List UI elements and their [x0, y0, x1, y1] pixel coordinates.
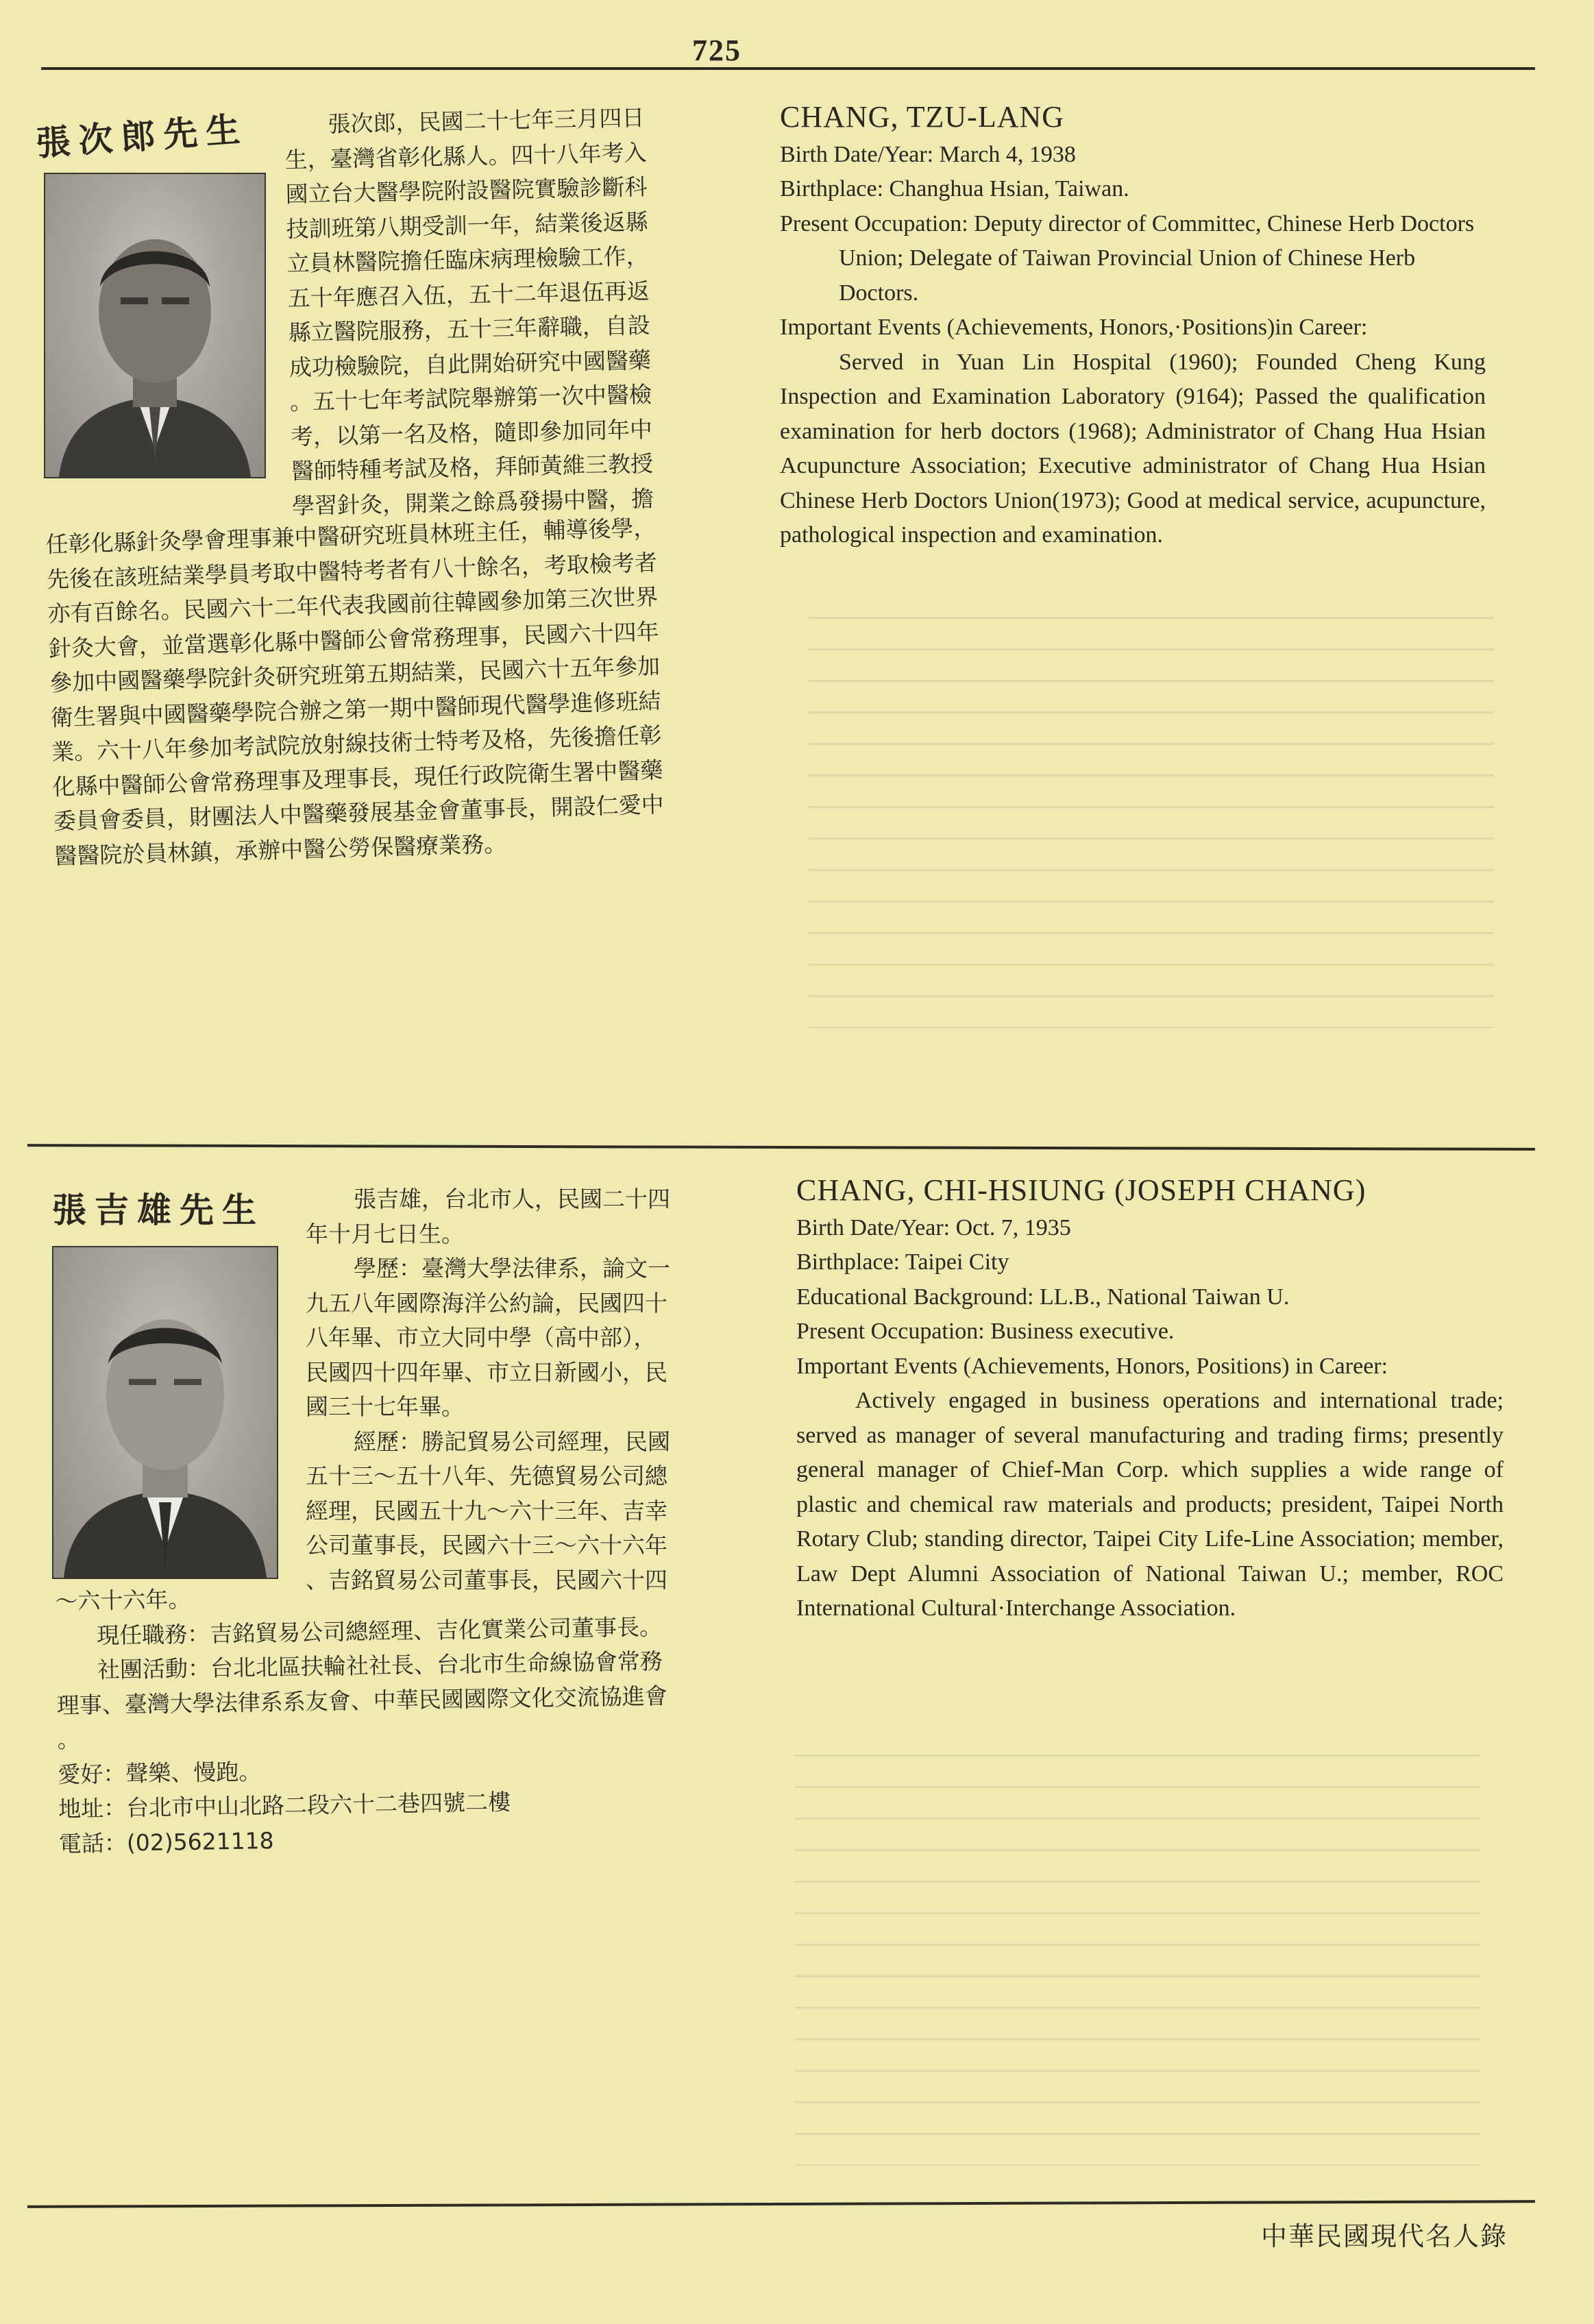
cn-line: 衛生署與中國醫藥學院合辦之第一期中醫師現代醫學進修班結 — [50, 687, 661, 731]
cn-line: ～六十六年。 — [55, 1585, 191, 1615]
page-number: 725 — [692, 34, 741, 67]
present-occupation: Present Occupation: Business executive. — [796, 1319, 1175, 1344]
cn-line: 醫師特種考試及格，拜師黃維三教授 — [291, 450, 654, 485]
bleed-through-texture — [809, 617, 1494, 1028]
important-events-body: Served in Yuan Lin Hospital (1960); Founded Cheng Kung Inspection and Examination Laboratory (9164); Passed the qualification examination for herb doctors (1968); Administrator of Chang Hua Hsian Acupuncture Association; Executive administrator of Chang Hua Hsian Chinese Herb Doctors Union(1973); Good at medical service, acupuncture, pathological inspection and examination. — [780, 349, 1486, 548]
cn-line: 醫醫院於員林鎮，承辦中醫公勞保醫療業務。 — [53, 829, 507, 870]
cn-line: 業。六十八年參加考試院放射線技術士特考及格，先後擔任彰 — [51, 722, 663, 766]
header-rule — [41, 67, 1535, 70]
portrait-figure-icon — [45, 174, 265, 477]
english-biography — [780, 100, 1486, 553]
chinese-biography-continued — [45, 509, 740, 874]
chinese-biography — [306, 1182, 731, 1598]
cn-line: 年十月七日生。 — [306, 1220, 464, 1247]
english-name-heading: CHANG, TZU-LANG — [780, 100, 1065, 134]
cn-line: 現任職務：吉銘貿易公司總經理、吉化實業公司董事長。 — [96, 1613, 663, 1649]
cn-line: 經理，民國五十九～六十三年、吉幸 — [306, 1497, 667, 1524]
cn-line: 學歷：臺灣大學法律系，論文一 — [354, 1255, 670, 1282]
cn-line: 理事、臺灣大學法律系系友會、中華民國國際文化交流協進會 — [56, 1682, 667, 1719]
educational-background: Educational Background: LL.B., National Taiwan U. — [796, 1284, 1290, 1310]
cn-line: 成功檢驗院，自此開始研究中國醫藥 — [289, 346, 652, 381]
cn-line: 針灸大會，並當選彰化縣中醫師公會常務理事，民國六十四年 — [48, 617, 660, 662]
english-biography — [796, 1173, 1504, 1626]
cn-line: 民國四十四年畢、市立日新國小，民 — [306, 1358, 667, 1386]
cn-line: 、吉銘貿易公司董事長，民國六十四 — [306, 1566, 667, 1593]
cn-line: 電話：(02)5621118 — [58, 1826, 274, 1857]
footer-rule — [27, 2200, 1535, 2208]
cn-line: 參加中國醫藥學院針灸研究班第五期結業，民國六十五年參加 — [49, 652, 661, 696]
cn-line: 五十三～五十八年、先德貿易公司總 — [306, 1463, 667, 1489]
important-events-label: Important Events (Achievements, Honors, Positions) in Career: — [796, 1353, 1388, 1379]
chinese-biography-continued — [55, 1574, 744, 1861]
cn-line: 五十年應召入伍，五十二年退伍再返 — [287, 277, 650, 312]
important-events-body: Actively engaged in business operations and international trade; served as manager of several manufacturing and trading firms; presently general manager of Chief-Man Corp. which supplies a wide range of plastic and chemical raw materials and products; president, Taipei North Rotary Club; standing director, Taipei City Life-Line Association; member, Law Dept Alumni Association of National Taiwan U.; member, ROC International Cultural·Interchange Association. — [796, 1388, 1504, 1621]
portrait-figure-icon — [53, 1247, 277, 1578]
english-name-heading: CHANG, CHI-HSIUNG (JOSEPH CHANG) — [796, 1173, 1366, 1207]
cn-line: 生，臺灣省彰化縣人。四十八年考入 — [284, 138, 647, 173]
footer-book-title: 中華民國現代名人錄 — [1260, 2221, 1508, 2251]
cn-line: 考，以第一名及格，隨即參加同年中 — [290, 415, 653, 450]
cn-line: 學習針灸，開業之餘爲發揚中醫，擔 — [291, 485, 654, 519]
portrait-photo — [52, 1246, 278, 1579]
birth-date: Birth Date/Year: Oct. 7, 1935 — [796, 1214, 1071, 1240]
cn-line: 委員會委員，財團法人中醫藥發展基金會董事長，開設仁愛中 — [53, 790, 665, 835]
birthplace: Birthplace: Taipei City — [796, 1249, 1009, 1275]
birthplace: Birthplace: Changhua Hsian, Taiwan. — [780, 176, 1129, 201]
cn-line: 立員林醫院擔任臨床病理檢驗工作， — [286, 242, 650, 277]
cn-line: 愛好：聲樂、慢跑。 — [58, 1757, 262, 1788]
cn-line: 社團活動：台北北區扶輪社社長、台北市生命線協會常務 — [97, 1648, 663, 1684]
cn-line: 國三十七年畢。 — [306, 1393, 464, 1420]
cn-line: 八年畢、市立大同中學（高中部）， — [306, 1324, 657, 1351]
chinese-name-heading: 張吉雄先生 — [52, 1190, 265, 1230]
present-occupation: Present Occupation: Deputy director of Committec, Chinese Herb Doctors Union; Delegate of Taiwan Provincial Union of Chinese Herb Doctors. — [780, 210, 1475, 306]
portrait-photo — [44, 173, 266, 478]
cn-line: 公司董事長，民國六十三～六十六年 — [306, 1532, 667, 1558]
bleed-through-texture-lower — [795, 1754, 1480, 2166]
cn-line: 先後在該班結業學員考取中醫特考者有八十餘名，考取檢考者 — [46, 548, 658, 593]
chinese-name-heading: 張次郎先生 — [34, 109, 250, 164]
cn-line: 張次郎，民國二十七年三月四日 — [328, 103, 645, 138]
cn-line: 亦有百餘名。民國六十二年代表我國前往韓國參加第三次世界 — [47, 583, 659, 627]
cn-line: 。五十七年考試院舉辦第一次中醫檢 — [289, 380, 652, 415]
cn-line: 任彰化縣針灸學會理事兼中醫研究班員林班主任，輔導後學， — [45, 514, 657, 558]
cn-line: 縣立醫院服務，五十三年辭職，自設 — [288, 311, 651, 346]
cn-line: 。 — [57, 1726, 80, 1753]
cn-line: 技訓班第八期受訓一年，結業後返縣 — [286, 208, 648, 243]
cn-line: 化縣中醫師公會常務理事及理事長，現任行政院衛生署中醫藥 — [52, 756, 663, 800]
birth-date: Birth Date/Year: March 4, 1938 — [780, 141, 1076, 167]
cn-line: 國立台大醫學院附設醫院實驗診斷科 — [285, 173, 648, 208]
cn-line: 九五八年國際海洋公約論，民國四十 — [306, 1289, 667, 1317]
cn-line: 張吉雄，台北市人，民國二十四 — [354, 1186, 670, 1212]
chinese-biography — [284, 99, 731, 524]
cn-line: 經歷：勝記貿易公司經理，民國 — [354, 1428, 670, 1455]
cn-line: 地址：台北市中山北路二段六十二巷四號二樓 — [58, 1788, 511, 1822]
important-events-label: Important Events (Achievements, Honors,·Positions)in Career: — [780, 315, 1368, 340]
entry-divider — [27, 1144, 1535, 1151]
